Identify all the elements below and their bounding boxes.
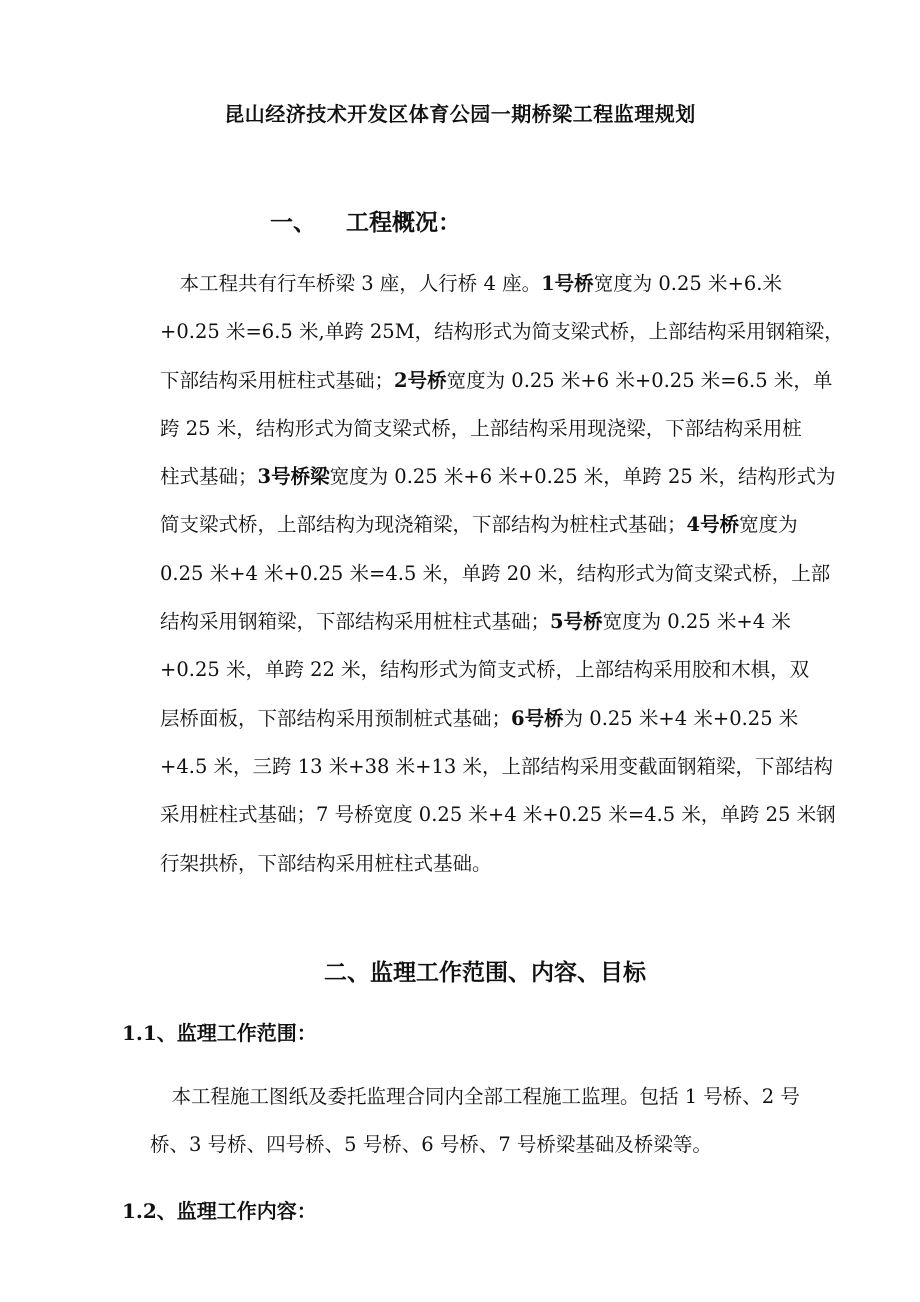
overview-line [160, 308, 844, 356]
overview-text: 宽度为 0.25 米+4 米 [602, 610, 791, 634]
section-heading-overview [270, 204, 461, 237]
bridge-label: 2号桥 [394, 368, 447, 392]
overview-line [160, 743, 844, 791]
overview-text: 宽度为 0.25 米+6 米+0.25 米=6.5 米，单 [446, 368, 833, 392]
overview-text: 跨 25 米，结构形式为简支梁式桥，上部结构采用现浇梁，下部结构采用桩 [160, 416, 802, 440]
overview-text: 行架拱桥，下部结构采用桩柱式基础。 [160, 851, 492, 875]
bridge-label: 5号桥 [550, 610, 603, 634]
overview-text: 为 0.25 米+4 米+0.25 米 [563, 706, 799, 730]
overview-text: 采用桩柱式基础；7 号桥宽度 0.25 米+4 米+0.25 米=4.5 米，单跨 25 米钢 [160, 803, 836, 827]
overview-line [160, 405, 844, 453]
section-title: 工程概况： [346, 209, 461, 236]
overview-text: 本工程共有行车桥梁 3 座，人行桥 4 座。 [160, 272, 542, 295]
overview-text: +4.5 米，三跨 13 米+38 米+13 米，上部结构采用变截面钢箱梁，下部结构 [160, 754, 833, 778]
overview-text: 宽度为 0.25 米+6.米 [593, 272, 782, 295]
scope-line: 桥、3 号桥、四号桥、5 号桥、6 号桥、7 号桥梁基础及桥梁等。 [150, 1133, 712, 1157]
overview-line [160, 791, 844, 839]
scope-line: 本工程施工图纸及委托监理合同内全部工程施工监理。包括 1 号桥、2 号 [152, 1085, 800, 1108]
overview-text: 结构采用钢箱梁，下部结构采用桩柱式基础； [160, 610, 551, 634]
overview-text: 宽度为 [739, 513, 798, 537]
overview-text: 柱式基础； [160, 465, 258, 489]
bridge-label: 3号桥梁 [257, 465, 330, 489]
bridge-label: 6号桥 [511, 706, 564, 730]
overview-text: +0.25 米，单跨 22 米，结构形式为简支式桥，上部结构采用胶和木椇，双 [160, 658, 810, 682]
document-title: 昆山经济技术开发区体育公园一期桥梁工程监理规划 [224, 102, 696, 126]
overview-line [160, 453, 844, 501]
overview-text: 0.25 米+4 米+0.25 米=4.5 米，单跨 20 米，结构形式为简支梁式桥，上部 [160, 561, 831, 585]
overview-line [160, 501, 844, 549]
section-heading-scope: 二、监理工作范围、内容、目标 [324, 959, 646, 986]
overview-line [160, 646, 844, 694]
subsection-heading-scope: 1.1、监理工作范围： [122, 1021, 317, 1045]
overview-line [160, 695, 844, 743]
subsection-heading-content: 1.2、监理工作内容： [122, 1199, 317, 1223]
overview-paragraph [160, 260, 844, 888]
overview-line [160, 550, 844, 598]
overview-text: 层桥面板，下部结构采用预制桩式基础； [160, 706, 512, 730]
bridge-label: 4号桥 [686, 513, 740, 537]
overview-text: +0.25 米=6.5 米,单跨 25M，结构形式为简支梁式桥，上部结构采用钢箱梁， [160, 320, 844, 344]
section-number: 一、 [270, 209, 316, 236]
overview-text: 宽度为 0.25 米+6 米+0.25 米，单跨 25 米，结构形式为 [329, 465, 836, 489]
scope-paragraph [152, 1073, 800, 1170]
overview-line [160, 598, 844, 646]
overview-text: 简支梁式桥，上部结构为现浇箱梁，下部结构为桩柱式基础； [160, 513, 687, 537]
overview-line [160, 357, 844, 405]
overview-text: 下部结构采用桩柱式基础； [160, 368, 395, 392]
bridge-label: 1号桥 [541, 272, 594, 295]
overview-line [160, 840, 844, 888]
overview-line [160, 260, 844, 308]
